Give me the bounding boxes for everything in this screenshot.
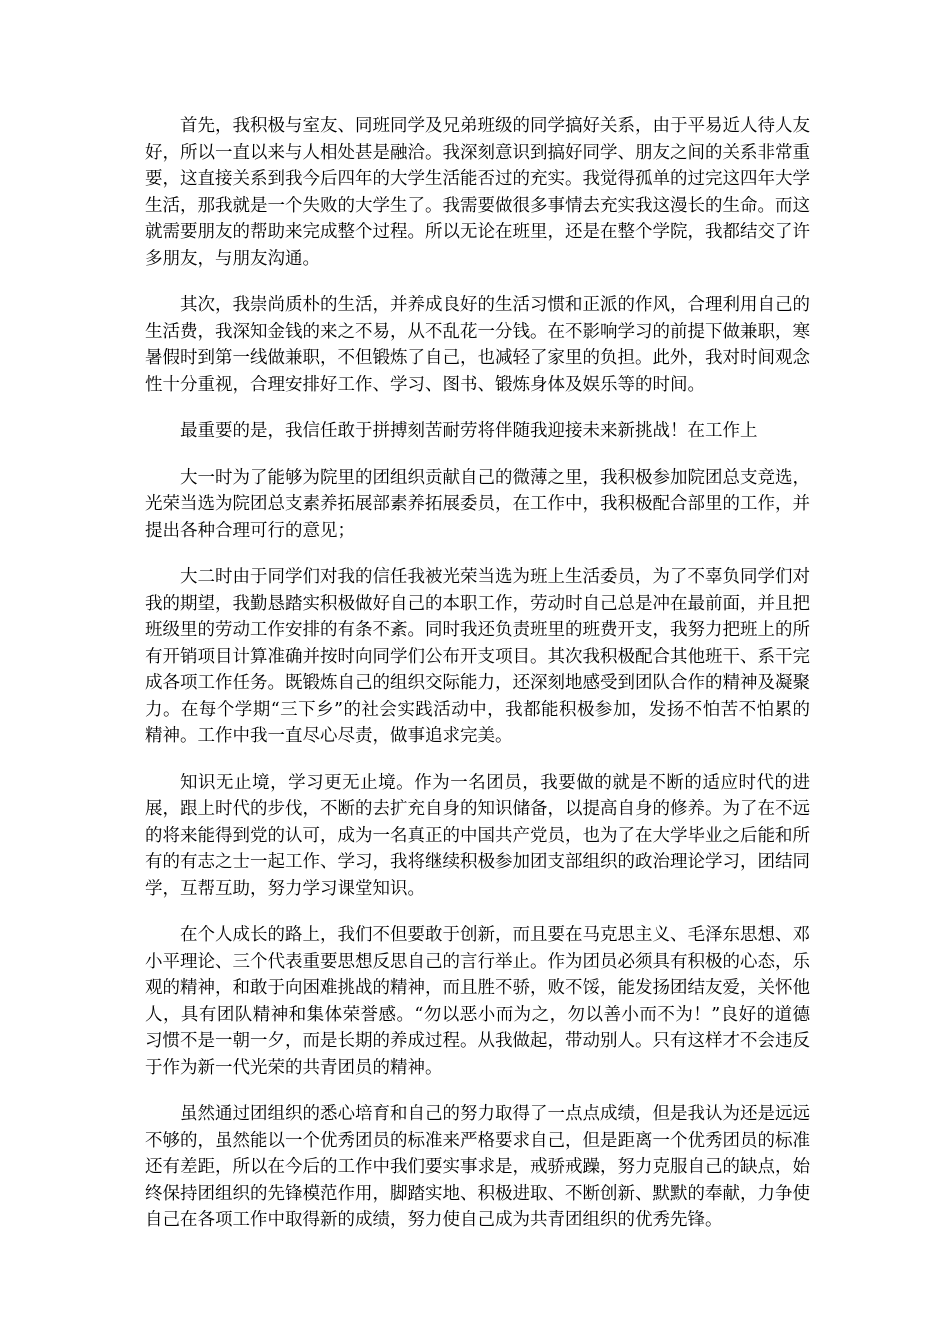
paragraph-7: 在个人成长的路上，我们不但要敢于创新，而且要在马克思主义、毛泽东思想、邓小平理论、三个代表重要思想反思自己的言行举止。作为团员必须具有积极的心态，乐观的精神，和敢于向困难挑战的精神，而且胜不骄，败不馁，能发扬团结友爱，关怀他人，具有团队精神和集体荣誉感。“勿以恶小而为之，勿以善小而不为！”良好的道德习惯不是一朝一夕，而是长期的养成过程。从我做起，带动别人。只有这样才不会违反于作为新一代光荣的共青团员的精神。 [145,925,810,1078]
paragraph-5: 大二时由于同学们对我的信任我被光荣当选为班上生活委员，为了不辜负同学们对我的期望，我勤恳踏实积极做好自己的本职工作，劳动时自己总是冲在最前面，并且把班级里的劳动工作安排的有条不紊。同时我还负责班里的班费开支，我努力把班上的所有开销项目计算准确并按时向同学们公布开支项目。其次我积极配合其他班干、系干完成各项工作任务。既锻炼自己的组织交际能力，还深刻地感受到团队合作的精神及凝聚力。在每个学期“三下乡”的社会实践活动中，我都能积极参加，发扬不怕苦不怕累的精神。工作中我一直尽心尽责，做事追求完美。 [145,567,810,746]
paragraph-4: 大一时为了能够为院里的团组织贡献自己的微薄之里，我积极参加院团总支竞选，光荣当选为院团总支素养拓展部素养拓展委员，在工作中，我积极配合部里的工作，并提出各种合理可行的意见； [145,467,810,541]
paragraph-8: 虽然通过团组织的悉心培育和自己的努力取得了一点点成绩，但是我认为还是远远不够的，虽然能以一个优秀团员的标准来严格要求自己，但是距离一个优秀团员的标准还有差距，所以在今后的工作中我们要实事求是，戒骄戒躁，努力克服自己的缺点，始终保持团组织的先锋模范作用，脚踏实地、积极进取、不断创新、默默的奉献，力争使自己在各项工作中取得新的成绩，努力使自己成为共青团组织的优秀先锋。 [145,1104,810,1230]
document-body [145,113,810,1254]
paragraph-1: 首先，我积极与室友、同班同学及兄弟班级的同学搞好关系，由于平易近人待人友好，所以一直以来与人相处甚是融洽。我深刻意识到搞好同学、朋友之间的关系非常重要，这直接关系到我今后四年的大学生活能否过的充实。我觉得孤单的过完这四年大学生活，那我就是一个失败的大学生了。我需要做很多事情去充实我这漫长的生命。而这就需要朋友的帮助来完成整个过程。所以无论在班里，还是在整个学院，我都结交了许多朋友，与朋友沟通。 [145,116,810,269]
paragraph-6: 知识无止境，学习更无止境。作为一名团员，我要做的就是不断的适应时代的进展，跟上时代的步伐，不断的去扩充自身的知识储备，以提高自身的修养。为了在不远的将来能得到党的认可，成为一名真正的中国共产党员，也为了在大学毕业之后能和所有的有志之士一起工作、学习，我将继续积极参加团支部组织的政治理论学习，团结同学，互帮互助，努力学习课堂知识。 [145,772,810,899]
paragraph-2: 其次，我崇尚质朴的生活，并养成良好的生活习惯和正派的作风，合理利用自己的生活费，我深知金钱的来之不易，从不乱花一分钱。在不影响学习的前提下做兼职，寒暑假时到第一线做兼职，不但锻炼了自己，也减轻了家里的负担。此外，我对时间观念性十分重视，合理安排好工作、学习、图书、锻炼身体及娱乐等的时间。 [145,295,810,395]
paragraph-3: 最重要的是，我信任敢于拼搏刻苦耐劳将伴随我迎接未来新挑战！在工作上 [180,421,758,441]
